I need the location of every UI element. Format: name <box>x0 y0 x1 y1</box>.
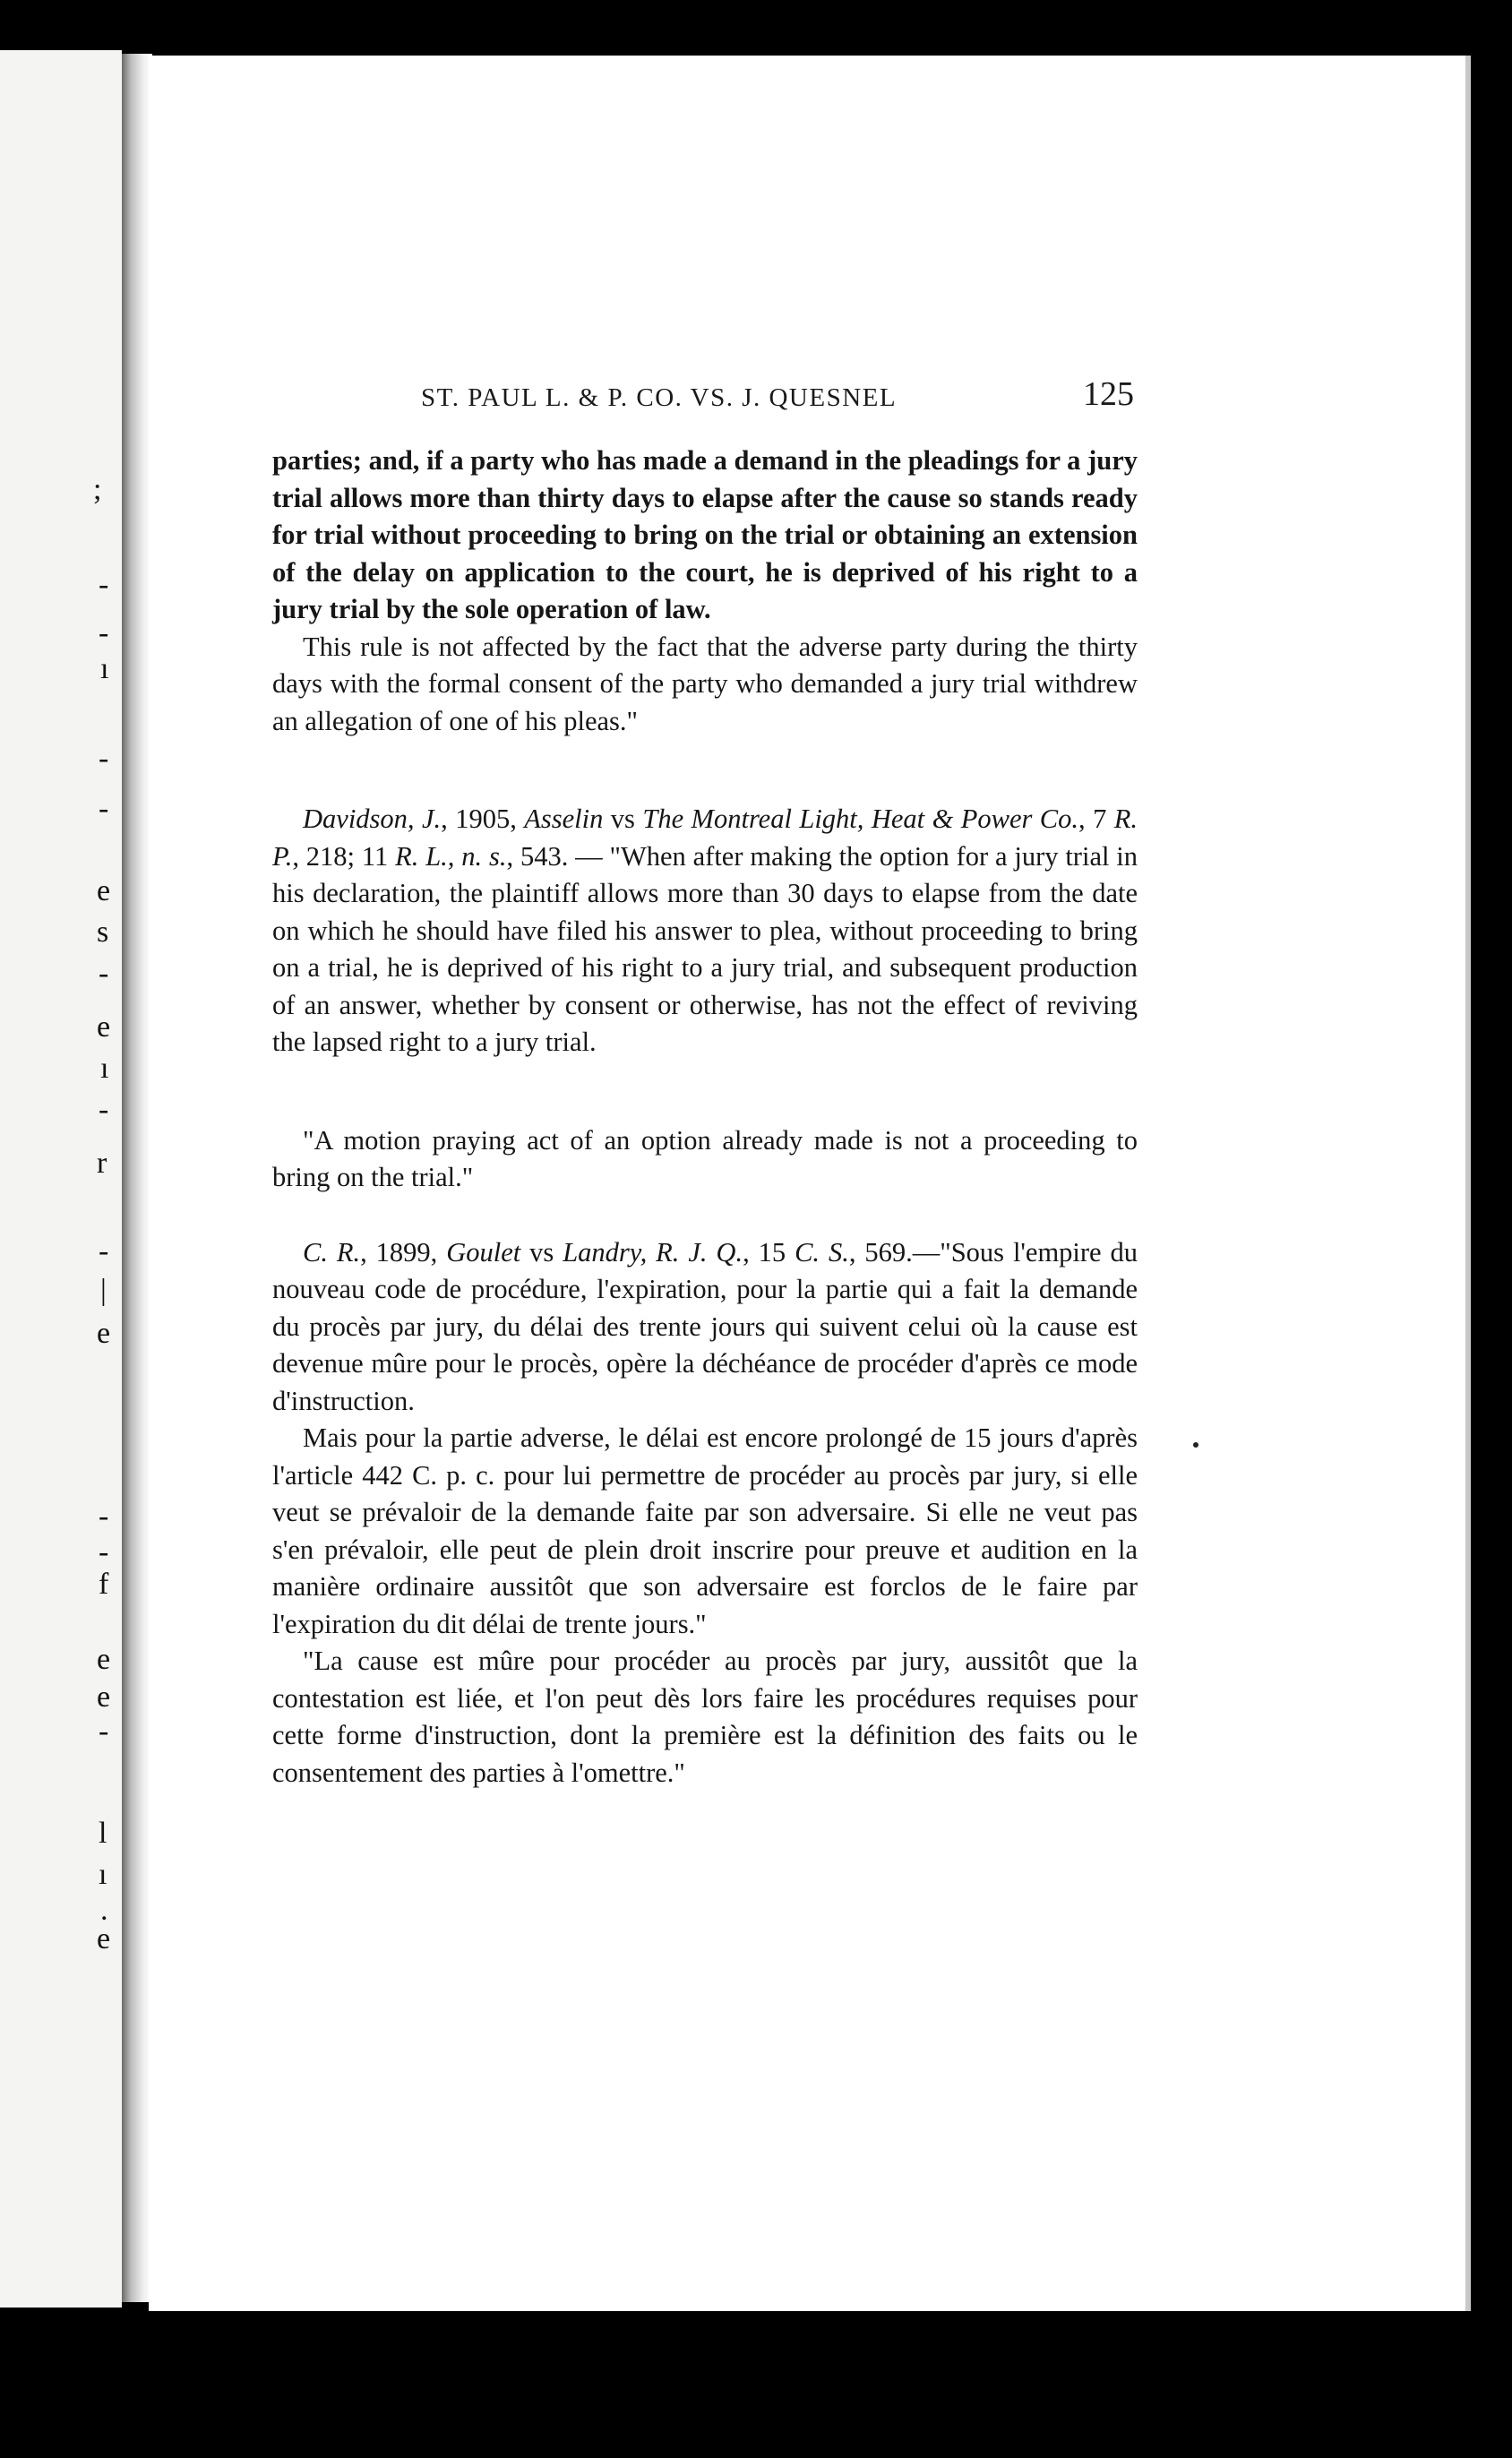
margin-mark: - <box>99 1715 109 1748</box>
margin-mark: l <box>99 1817 107 1850</box>
margin-mark: - <box>99 742 109 775</box>
paragraph-3-citation <box>272 801 1138 1061</box>
margin-mark: - <box>99 616 109 649</box>
page-number: 125 <box>1083 375 1134 413</box>
margin-mark: ; <box>93 473 102 506</box>
page-right-edge <box>1465 56 1471 2311</box>
stray-ink-dot <box>1193 1442 1198 1448</box>
reporter-abbr-2: R. L., n. s. <box>395 840 507 872</box>
running-head <box>421 374 1138 419</box>
margin-mark: - <box>99 568 109 601</box>
reporter-volume: , 7 <box>1078 804 1114 834</box>
margin-mark: - <box>99 792 109 825</box>
paragraph-2: This rule is not affected by the fact that the adverse party during the thirty days with the formal consent of the party who demanded a jury trial withdrew an allegation of one of his pleas." <box>272 631 1138 736</box>
margin-mark: . <box>100 1894 108 1927</box>
page-body-text <box>272 443 1138 1792</box>
citation-quote: "Sous l'empire du nouveau code de procédure, l'expiration, pour la partie qui a fait la demande du procès par jury, du délai des trente jours qui suivent celui où la cause est devenue mûre pour le procès, opère la déchéance de procéder d'après ce mode d'instruction. <box>272 1236 1138 1416</box>
paragraph-1: parties; and, if a party who has made a demand in the pleadings for a jury trial allows more than thirty days to elapse after the cause so stands ready for trial without proceeding to bring on the trial or obtaining an extension of the delay on application to the court, he is deprived of his right to a jury trial by the sole operation of law. <box>272 445 1138 624</box>
margin-mark: | <box>100 1274 107 1307</box>
reporter-abbr: C. S. <box>795 1236 849 1268</box>
paragraph-6: Mais pour la partie adverse, le délai est encore prolongé de 15 jours d'après l'article 442 C. p. c. pour lui permettre de procéder au procès par jury, si elle veut se prévaloir de la demande faite par son adversaire. Si elle ne veut pas s'en prévaloir, elle peut de plein droit inscrire pour preuve et audition en la manière ordinaire aussitôt que son adversaire est forclos de le faire par l'expiration du dit délai de trente jours." <box>272 1422 1138 1639</box>
facing-page-margin-marks <box>0 0 122 2458</box>
margin-mark: f <box>99 1568 109 1601</box>
versus-text: vs <box>603 804 643 834</box>
judge-name: Davidson, J. <box>303 804 442 834</box>
citation-quote: "When after making the option for a jury trial in his declaration, the plaintiff allows more than 30 days to elapse from the date on which he should have filed his answer to plea, without proceeding to bring on a trial, he is deprived of his right to a jury trial, and subsequent production of an answer, whether by consent or otherwise, has not the effect of reviving the lapsed right to a jury trial. <box>272 840 1138 1057</box>
book-gutter <box>122 54 152 2302</box>
margin-mark: e <box>97 1010 111 1044</box>
paragraph-7: "La cause est mûre pour procéder au procès par jury, aussitôt que la contestation est liée, et l'on peut dès lors faire les procédures requises pour cette forme d'instruction, dont la première est la définition des faits ou le consentement des parties à l'omettre." <box>272 1646 1138 1788</box>
paragraph-5-citation <box>272 1234 1138 1421</box>
margin-mark: e <box>97 1680 111 1714</box>
party-defendant: The Montreal Light, Heat & Power Co. <box>642 804 1079 834</box>
citation-year: , 1905, <box>441 804 525 834</box>
reporter-volume: , 15 <box>743 1236 795 1268</box>
margin-mark: e <box>97 1643 111 1676</box>
margin-mark: ı <box>100 652 109 685</box>
margin-mark: - <box>99 1535 109 1568</box>
margin-mark: ı <box>100 1052 109 1085</box>
reporter-page: , 569.— <box>848 1236 941 1268</box>
margin-mark: - <box>99 1093 109 1126</box>
court-name: C. R. <box>303 1236 361 1268</box>
paragraph-4: "A motion praying act of an option already made is not a proceeding to bring on the trial." <box>272 1124 1138 1192</box>
margin-mark: ı <box>99 1858 107 1891</box>
citation-year: , 1899, <box>360 1236 447 1268</box>
party-defendant: Landry, R. J. Q. <box>563 1236 743 1268</box>
margin-mark: - <box>99 1500 109 1533</box>
margin-mark: - <box>99 957 109 990</box>
reporter-page: , 218; 11 <box>292 840 396 872</box>
margin-mark: r <box>97 1147 107 1180</box>
margin-mark: e <box>97 1317 111 1350</box>
party-plaintiff: Asselin <box>524 804 604 834</box>
margin-mark: e <box>97 874 111 907</box>
versus-text: vs <box>520 1236 563 1268</box>
margin-mark: - <box>99 1234 109 1268</box>
reporter-abbr: R. P. <box>272 804 1138 872</box>
reporter-page-2: , 543. — <box>506 840 610 872</box>
margin-mark: e <box>97 1922 111 1955</box>
margin-mark: s <box>97 915 109 949</box>
party-plaintiff: Goulet <box>446 1236 521 1268</box>
running-title: ST. PAUL L. & P. CO. VS. J. QUESNEL <box>421 383 898 412</box>
